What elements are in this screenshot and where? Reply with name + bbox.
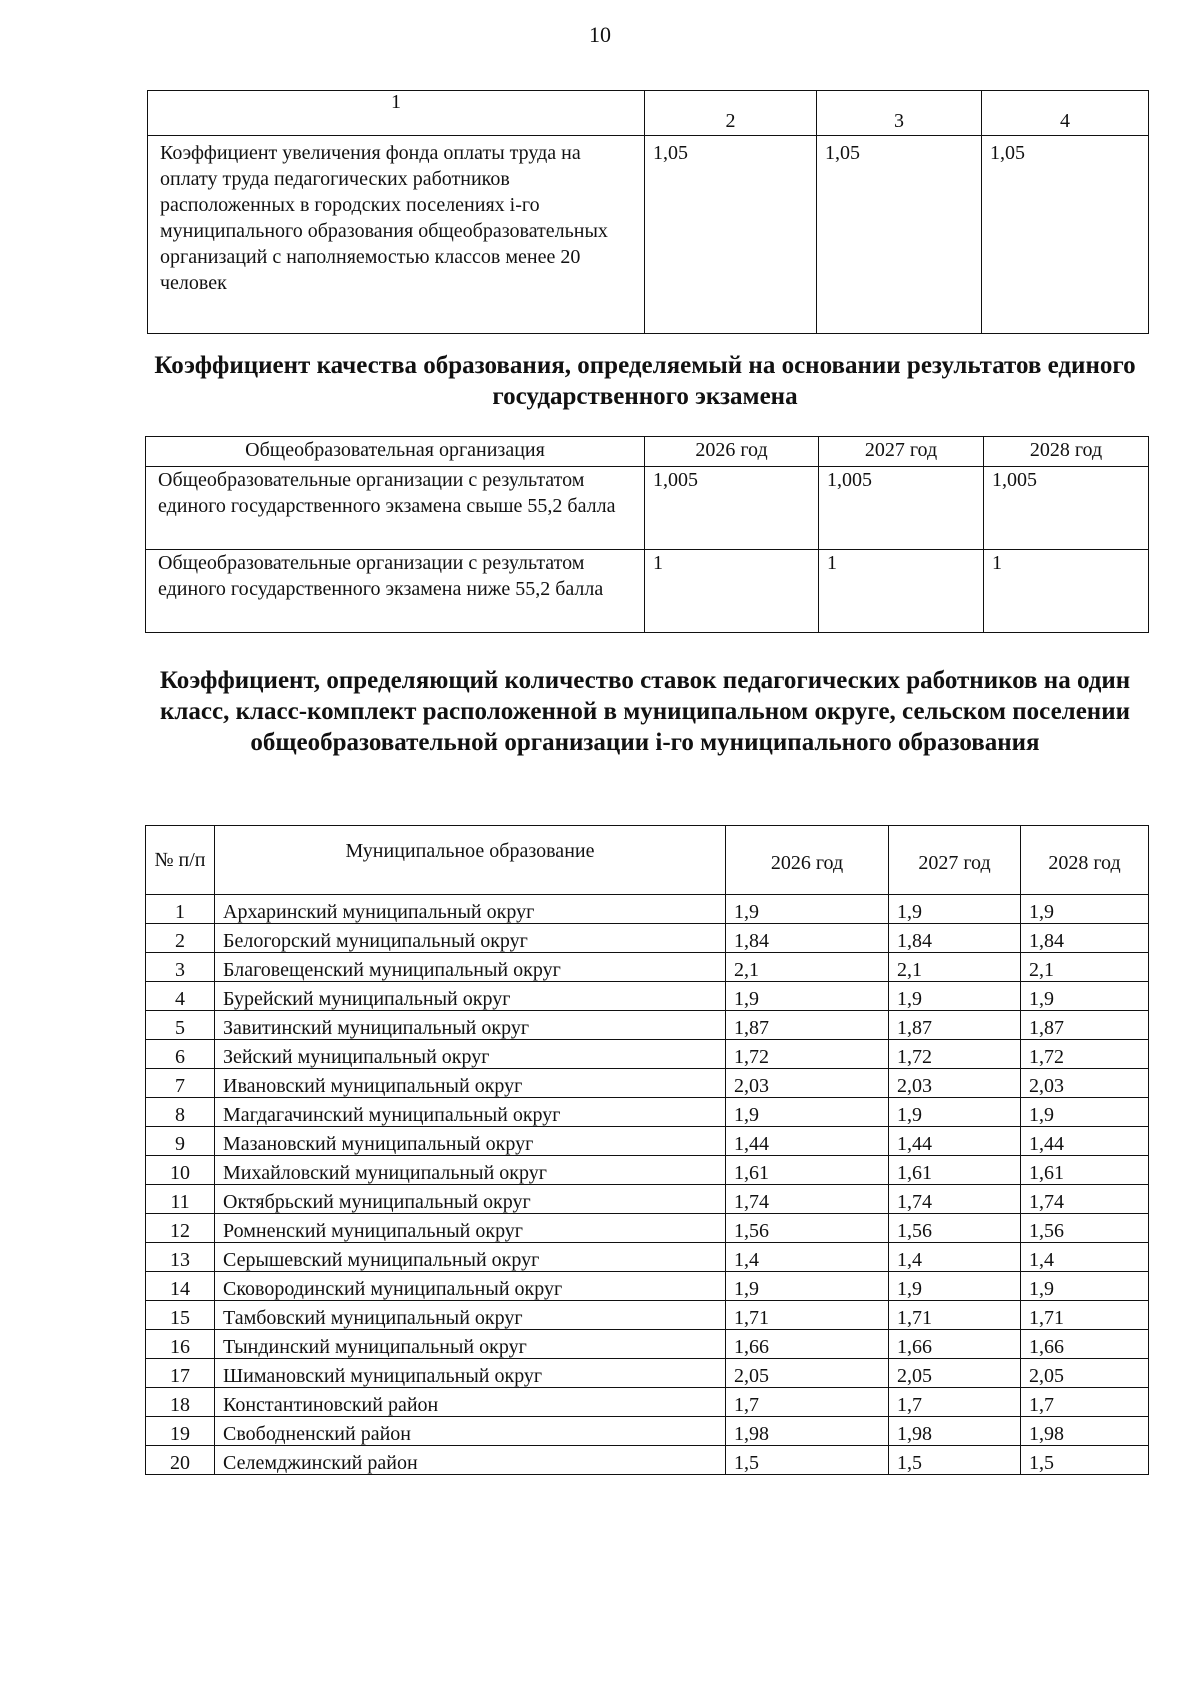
value-2027: 1,87: [889, 1011, 1021, 1040]
row-number: 3: [146, 953, 215, 982]
column-header-2026: 2026 год: [726, 826, 889, 895]
value-2028: 1,7: [1021, 1388, 1149, 1417]
municipality-name: Тындинский муниципальный округ: [215, 1330, 726, 1359]
value-2027: 2,05: [889, 1359, 1021, 1388]
section-heading-staff-rates: Коэффициент, определяющий количество ставок педагогических работников на один класс, класс-комплект расположенной в муниципальном округе, сельском поселении общеобразовательной организации i-го муниципального образования: [159, 667, 1131, 756]
value-cell: 1,05: [817, 136, 982, 334]
staff-rates-coefficient-table: [145, 825, 1149, 1475]
value-2026: 1,87: [726, 1011, 889, 1040]
row-number: 13: [146, 1243, 215, 1272]
value-2028: 1,56: [1021, 1214, 1149, 1243]
row-number: 1: [146, 895, 215, 924]
municipality-name: Благовещенский муниципальный округ: [215, 953, 726, 982]
value-2028: 1,74: [1021, 1185, 1149, 1214]
value-2028: 1,44: [1021, 1127, 1149, 1156]
value-2026: 1,72: [726, 1040, 889, 1069]
value-2026: 1,44: [726, 1127, 889, 1156]
table-row: [146, 1098, 1149, 1127]
municipality-name: Серышевский муниципальный округ: [215, 1243, 726, 1272]
row-number: 17: [146, 1359, 215, 1388]
value-2027: 1,9: [889, 895, 1021, 924]
municipality-name: Селемджинский район: [215, 1446, 726, 1475]
column-header: 2028 год: [984, 437, 1149, 467]
row-number: 11: [146, 1185, 215, 1214]
value-2026: 1,9: [726, 982, 889, 1011]
table-row: [146, 982, 1149, 1011]
value-2026: 1,84: [726, 924, 889, 953]
value-2026: 1,5: [726, 1446, 889, 1475]
value-2027: 1,44: [889, 1127, 1021, 1156]
value-2026: 1,4: [726, 1243, 889, 1272]
municipality-name: Тамбовский муниципальный округ: [215, 1301, 726, 1330]
row-number: 15: [146, 1301, 215, 1330]
table-row: [146, 1127, 1149, 1156]
value-2026: 1,71: [726, 1301, 889, 1330]
value-cell: 1: [645, 550, 819, 633]
row-number: 4: [146, 982, 215, 1011]
table-row: [146, 1330, 1149, 1359]
value-cell: 1: [819, 550, 984, 633]
value-2028: 1,9: [1021, 1098, 1149, 1127]
column-header: 2: [645, 91, 817, 136]
row-number: 9: [146, 1127, 215, 1156]
value-2026: 1,9: [726, 1098, 889, 1127]
table-header-row: [148, 91, 1149, 136]
value-2027: 1,4: [889, 1243, 1021, 1272]
column-header-number: № п/п: [146, 826, 215, 895]
value-2028: 1,71: [1021, 1301, 1149, 1330]
value-2027: 1,7: [889, 1388, 1021, 1417]
row-number: 20: [146, 1446, 215, 1475]
value-2028: 1,9: [1021, 1272, 1149, 1301]
value-cell: 1,05: [982, 136, 1149, 334]
table-row: [146, 467, 1149, 550]
municipality-name: Шимановский муниципальный округ: [215, 1359, 726, 1388]
table-row: [146, 1301, 1149, 1330]
value-2027: 1,71: [889, 1301, 1021, 1330]
value-2026: 2,1: [726, 953, 889, 982]
value-2026: 1,9: [726, 1272, 889, 1301]
value-2028: 1,98: [1021, 1417, 1149, 1446]
row-number: 2: [146, 924, 215, 953]
value-2028: 2,05: [1021, 1359, 1149, 1388]
municipality-name: Зейский муниципальный округ: [215, 1040, 726, 1069]
table-row: [146, 1040, 1149, 1069]
municipality-name: Сковородинский муниципальный округ: [215, 1272, 726, 1301]
value-2026: 1,9: [726, 895, 889, 924]
column-header: 4: [982, 91, 1149, 136]
municipality-name: Мазановский муниципальный округ: [215, 1127, 726, 1156]
row-number: 5: [146, 1011, 215, 1040]
municipality-name: Октябрьский муниципальный округ: [215, 1185, 726, 1214]
column-header-2028: 2028 год: [1021, 826, 1149, 895]
municipality-name: Бурейский муниципальный округ: [215, 982, 726, 1011]
value-cell: 1,005: [645, 467, 819, 550]
value-2027: 1,72: [889, 1040, 1021, 1069]
value-2027: 1,98: [889, 1417, 1021, 1446]
table-row: [146, 1069, 1149, 1098]
table-row: [146, 1417, 1149, 1446]
value-2026: 1,7: [726, 1388, 889, 1417]
value-2027: 2,03: [889, 1069, 1021, 1098]
table-row: [146, 1272, 1149, 1301]
value-2028: 2,1: [1021, 953, 1149, 982]
row-number: 18: [146, 1388, 215, 1417]
row-number: 7: [146, 1069, 215, 1098]
column-header: 2027 год: [819, 437, 984, 467]
table-header-row: [146, 826, 1149, 895]
value-cell: 1,05: [645, 136, 817, 334]
value-2027: 1,84: [889, 924, 1021, 953]
table-row: [146, 1388, 1149, 1417]
table-row: [146, 924, 1149, 953]
municipality-name: Завитинский муниципальный округ: [215, 1011, 726, 1040]
table-row: [146, 1359, 1149, 1388]
table-row: [146, 1011, 1149, 1040]
value-2026: 1,61: [726, 1156, 889, 1185]
value-2028: 1,87: [1021, 1011, 1149, 1040]
value-2026: 1,74: [726, 1185, 889, 1214]
table-row: [146, 953, 1149, 982]
value-2028: 2,03: [1021, 1069, 1149, 1098]
table-row: [146, 1185, 1149, 1214]
table-row: [146, 1156, 1149, 1185]
value-2027: 1,9: [889, 1098, 1021, 1127]
value-2027: 1,61: [889, 1156, 1021, 1185]
row-number: 8: [146, 1098, 215, 1127]
value-2028: 1,4: [1021, 1243, 1149, 1272]
table-body: [146, 895, 1149, 1475]
municipality-name: Белогорский муниципальный округ: [215, 924, 726, 953]
quality-coefficient-table: [145, 436, 1149, 633]
value-2027: 1,9: [889, 982, 1021, 1011]
value-2027: 2,1: [889, 953, 1021, 982]
column-header: 2026 год: [645, 437, 819, 467]
value-2028: 1,66: [1021, 1330, 1149, 1359]
value-2026: 2,03: [726, 1069, 889, 1098]
table-row: [146, 1214, 1149, 1243]
value-2028: 1,72: [1021, 1040, 1149, 1069]
row-number: 19: [146, 1417, 215, 1446]
row-number: 10: [146, 1156, 215, 1185]
municipality-name: Свободненский район: [215, 1417, 726, 1446]
value-cell: 1,005: [984, 467, 1149, 550]
row-number: 16: [146, 1330, 215, 1359]
column-header: Общеобразовательная организация: [146, 437, 645, 467]
municipality-name: Михайловский муниципальный округ: [215, 1156, 726, 1185]
salary-fund-coefficient-table: [147, 90, 1149, 334]
column-header: 1: [148, 91, 645, 136]
row-number: 6: [146, 1040, 215, 1069]
section-heading-quality: Коэффициент качества образования, определяемый на основании результатов единого государственного экзамена: [154, 352, 1136, 410]
municipality-name: Магдагачинский муниципальный округ: [215, 1098, 726, 1127]
value-2026: 2,05: [726, 1359, 889, 1388]
table-row: [146, 1243, 1149, 1272]
value-cell: 1: [984, 550, 1149, 633]
row-number: 12: [146, 1214, 215, 1243]
column-header: 3: [817, 91, 982, 136]
municipality-name: Архаринский муниципальный округ: [215, 895, 726, 924]
table-row: [148, 136, 1149, 334]
value-2027: 1,66: [889, 1330, 1021, 1359]
municipality-name: Ивановский муниципальный округ: [215, 1069, 726, 1098]
value-2028: 1,61: [1021, 1156, 1149, 1185]
row-number: 14: [146, 1272, 215, 1301]
value-2026: 1,56: [726, 1214, 889, 1243]
value-2027: 1,56: [889, 1214, 1021, 1243]
value-2028: 1,9: [1021, 895, 1149, 924]
row-description: Общеобразовательные организации с результатом единого государственного экзамена ниже 55,2 балла: [146, 550, 645, 633]
column-header-2027: 2027 год: [889, 826, 1021, 895]
table-header-row: [146, 437, 1149, 467]
value-2027: 1,9: [889, 1272, 1021, 1301]
municipality-name: Константиновский район: [215, 1388, 726, 1417]
value-2027: 1,5: [889, 1446, 1021, 1475]
value-2028: 1,84: [1021, 924, 1149, 953]
value-2028: 1,9: [1021, 982, 1149, 1011]
column-header-municipality: Муниципальное образование: [215, 826, 726, 895]
table-row: [146, 895, 1149, 924]
value-2027: 1,74: [889, 1185, 1021, 1214]
page-number: 10: [589, 22, 611, 47]
municipality-name: Ромненский муниципальный округ: [215, 1214, 726, 1243]
value-2026: 1,98: [726, 1417, 889, 1446]
value-2026: 1,66: [726, 1330, 889, 1359]
row-description: Коэффициент увеличения фонда оплаты труда на оплату труда педагогических работников расположенных в городских поселениях i-го муниципального образования общеобразовательных организаций с наполняемостью классов менее 20 человек: [148, 136, 645, 334]
value-cell: 1,005: [819, 467, 984, 550]
table-row: [146, 1446, 1149, 1475]
row-description: Общеобразовательные организации с результатом единого государственного экзамена свыше 55,2 балла: [146, 467, 645, 550]
value-2028: 1,5: [1021, 1446, 1149, 1475]
table-row: [146, 550, 1149, 633]
